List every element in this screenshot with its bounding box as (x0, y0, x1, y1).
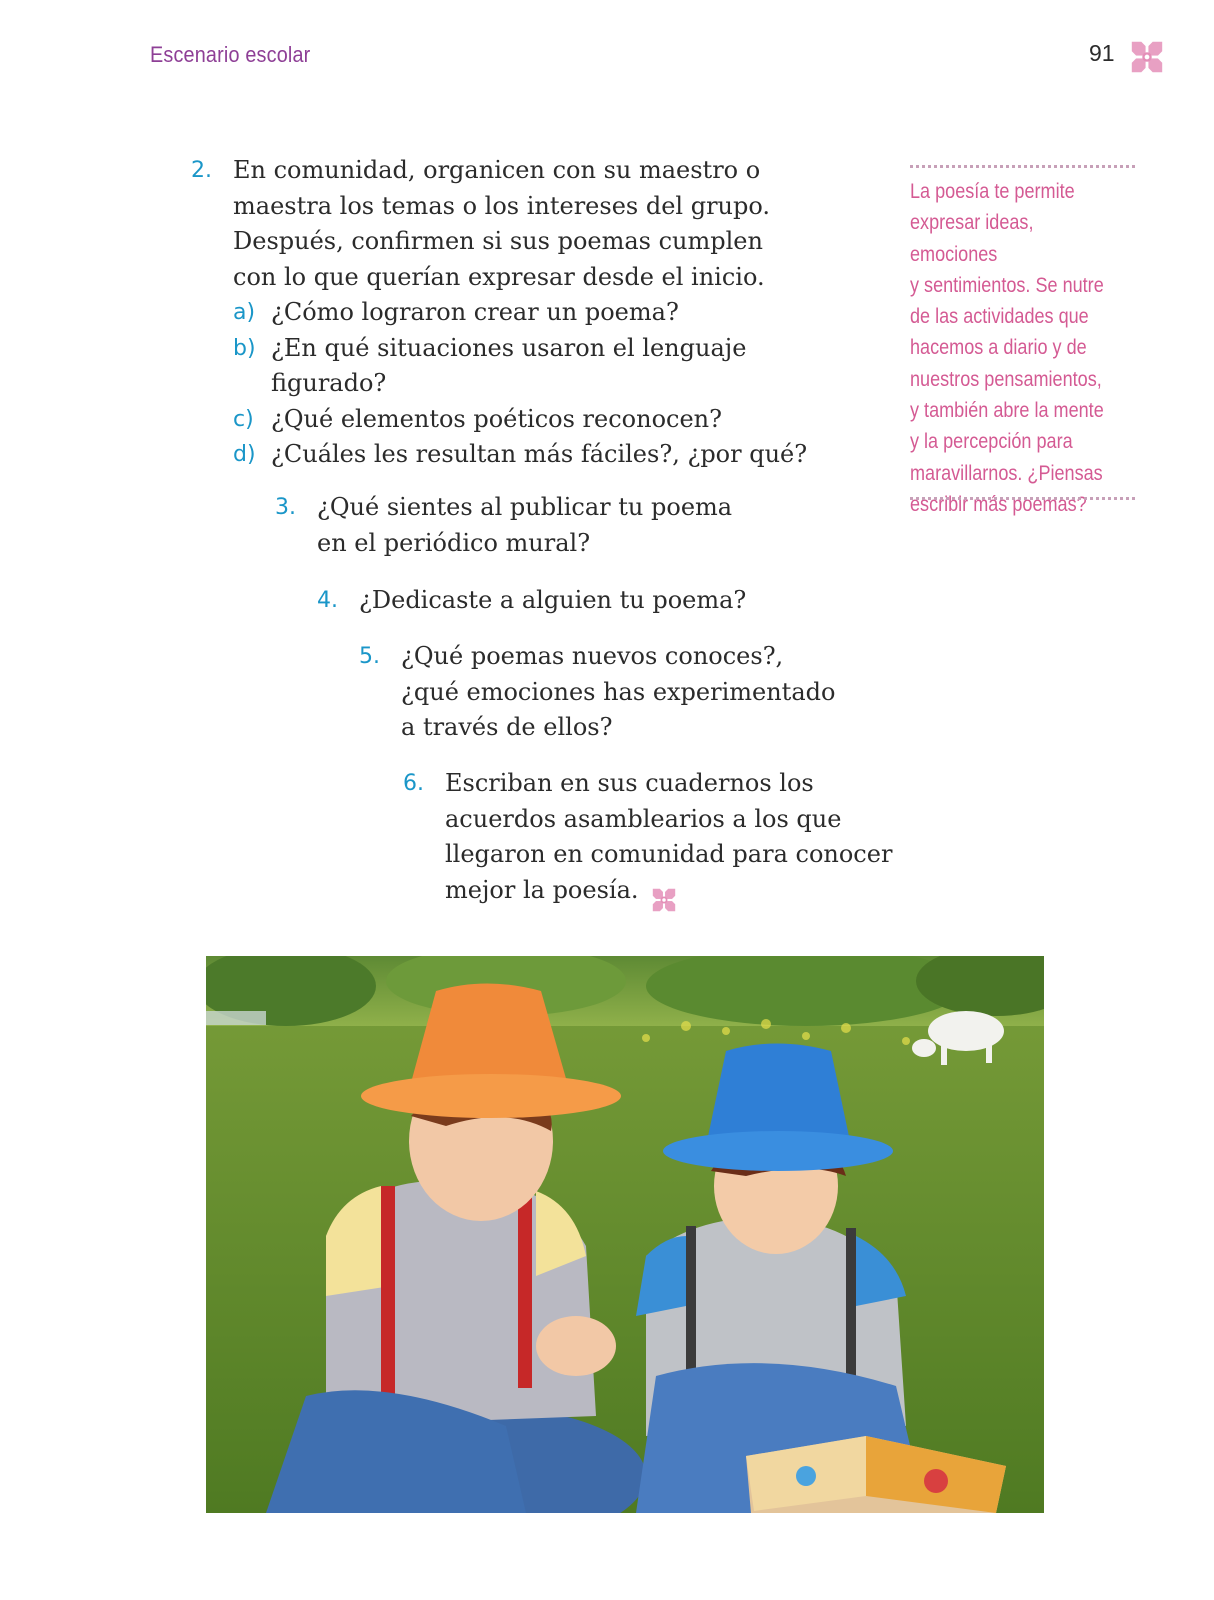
subitem-letter: d) (233, 442, 256, 467)
subitem-text-line: ¿Cómo lograron crear un poema? (271, 298, 679, 326)
subitem-text-line: ¿Qué elementos poéticos reconocen? (271, 404, 722, 433)
photo-children-reading-icon (206, 956, 1044, 1513)
end-ornament-icon (650, 886, 678, 914)
subitem-b (233, 331, 807, 402)
question-text-line: ¿Qué sientes al publicar tu poema (317, 493, 733, 521)
question-number: 4. (317, 588, 338, 613)
question-text-line: Después, confirmen si sus poemas cumplen (233, 227, 763, 255)
subitem-a (233, 295, 807, 331)
question-number: 2. (191, 158, 212, 183)
section-title: Escenario escolar (150, 42, 311, 67)
question-text-line: llegaron en comunidad para conocer (445, 840, 893, 868)
subitem-c (233, 402, 807, 438)
question-number: 5. (359, 644, 380, 669)
subitem-text-line: ¿Cuáles les resultan más fáciles?, ¿por qué? (271, 440, 808, 468)
subitem-text-line: figurado? (271, 369, 387, 397)
question-3 (275, 490, 835, 570)
question-text-line: en el periódico mural? (317, 528, 591, 557)
photo-children-reading (206, 956, 1044, 1513)
sidebar-note: La poesía te permite expresar ideas, emociones y sentimientos. Se nutre de las actividades que hacemos a diario y de nuestros pensamientos, y también abre la mente y la percepción para maravillarnos. ¿Piensas escribir más poemas? (910, 180, 1104, 516)
question-text-line: maestra los temas o los intereses del grupo. (233, 191, 771, 220)
subitem-text-line: ¿En qué situaciones usaron el lenguaje (271, 333, 747, 362)
question-number: 3. (275, 495, 296, 520)
question-text-line: ¿Dedicaste a alguien tu poema? (359, 586, 747, 614)
question-text-line: ¿qué emociones has experimentado (401, 677, 836, 706)
page-number: 91 (1089, 40, 1115, 66)
question-text-line: a través de ellos? (401, 713, 613, 741)
question-number: 6. (403, 771, 424, 796)
question-text-line: con lo que querían expresar desde el inicio. (233, 262, 765, 291)
question-5 (359, 639, 919, 749)
question-2 (191, 153, 851, 473)
question-text-line: En comunidad, organicen con su maestro o (233, 156, 761, 184)
ornament-icon (1128, 38, 1166, 76)
question-4 (317, 583, 877, 623)
sidebar-bottom-rule (910, 497, 1135, 500)
sidebar-top-rule (910, 165, 1135, 168)
subitem-d (233, 437, 807, 473)
subitem-letter: a) (233, 300, 256, 325)
question-text-line: ¿Qué poemas nuevos conoces?, (401, 642, 784, 670)
question-text-line: mejor la poesía. (445, 875, 639, 904)
question-text-line: Escriban en sus cuadernos los (445, 769, 814, 797)
subitem-letter: c) (233, 406, 254, 432)
question-text-line: acuerdos asamblearios a los que (445, 804, 842, 833)
subitem-letter: b) (233, 335, 256, 361)
